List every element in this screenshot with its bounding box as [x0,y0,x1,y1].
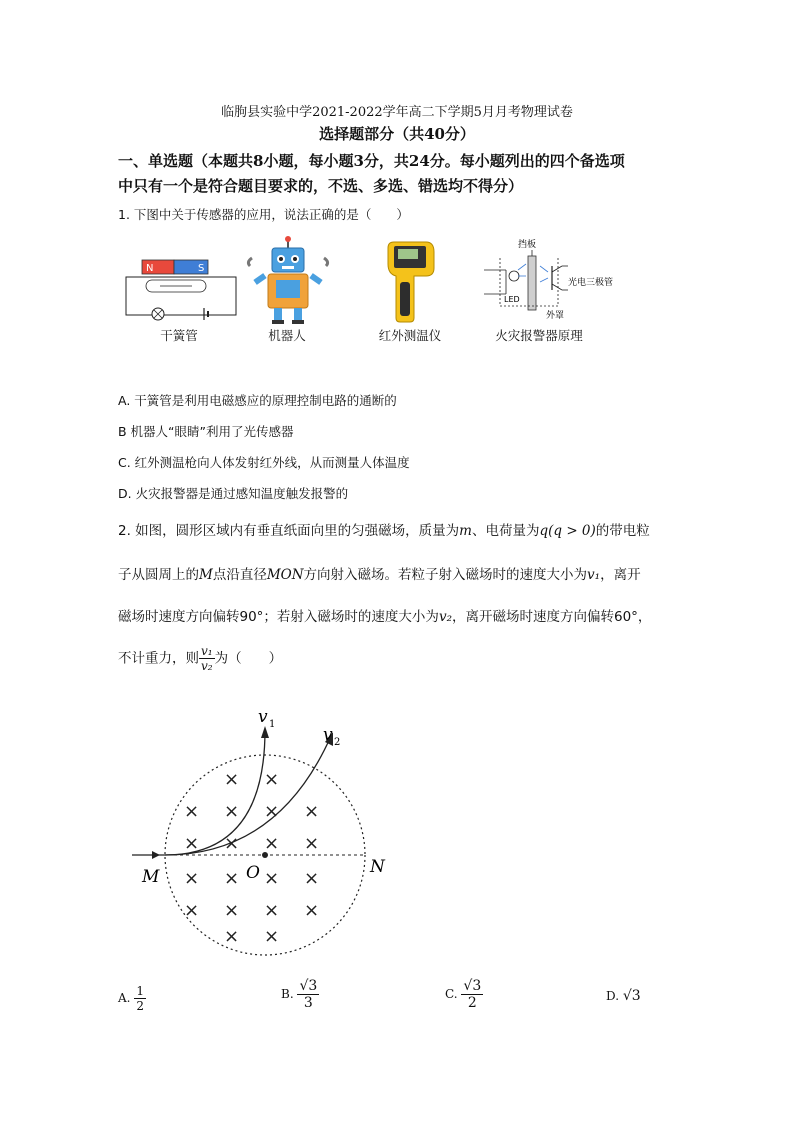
field-cross: × [264,926,280,947]
field-cross: × [184,801,200,822]
section-instruction-line2: 中只有一个是符合题目要求的，不选、多选、错选均不得分） [118,177,524,195]
fire-alarm-figure [478,236,628,322]
q2-line1: 2. 如图，圆形区域内有垂直纸面向里的匀强磁场，质量为m、电荷量为q(q > 0)的带电粒 [118,523,650,539]
field-cross: × [304,868,320,889]
label-o: O [246,863,260,883]
thermometer-figure [380,238,440,324]
field-cross: × [224,769,240,790]
q2-answer-d: D. √3 [606,988,641,1004]
field-cross: × [184,833,200,854]
cover-label: 外罩 [546,311,565,321]
label-v2: v [323,725,333,745]
svg-text:2: 2 [334,737,341,748]
q2-answer-c: C. $\frac{√3}{2}$ [445,978,482,1011]
field-cross: × [224,900,240,921]
field-cross: × [224,833,240,854]
field-crosses [184,769,319,947]
trajectory-v1 [165,730,265,855]
label-v1: v [258,707,268,727]
field-cross: × [304,833,320,854]
field-cross: × [184,868,200,889]
field-cross: × [264,868,280,889]
section-instruction-line1: 一、单选题（本题共8小题，每小题3分，共24分。每小题列出的四个备选项 [118,152,625,170]
q2-line2: 子从圆周上的M点沿直径MON方向射入磁场。若粒子射入磁场时的速度大小为v₁，离开 [118,567,641,583]
q1-option-b: B 机器人“眼睛”利用了光传感器 [118,424,294,439]
field-cross: × [264,769,280,790]
robot-caption: 机器人 [268,328,306,343]
field-cross: × [304,801,320,822]
baffle-label: 挡板 [518,240,537,250]
q2-ratio-fraction: $\frac{\text{v₁}}{\text{v₂}}$ [201,644,213,673]
field-cross: × [224,868,240,889]
robot-figure [246,236,330,326]
field-cross: × [264,900,280,921]
q1-option-a: A. 干簧管是利用电磁感应的原理控制电路的通断的 [118,393,397,408]
field-cross: × [224,801,240,822]
q2-line4: 不计重力，则 $\frac{\text{v₁}}{\text{v₂}}$ 为（ ） [118,644,283,673]
section-heading: 选择题部分（共40分） [319,125,475,143]
label-n: N [370,857,385,877]
q1-option-d: D. 火灾报警器是通过感知温度触发报警的 [118,486,349,501]
q2-answer-b: B. $\frac{√3}{3}$ [281,978,318,1011]
field-cross: × [184,900,200,921]
reed-switch-caption: 干簧管 [160,328,198,343]
q1-option-c: C. 红外测温枪向人体发射红外线，从而测量人体温度 [118,455,410,470]
fire-alarm-caption: 火灾报警器原理 [495,328,583,343]
magnet-s-label: S [198,263,205,274]
triode-label: 光电三极管 [568,278,614,288]
q2-answer-a: A. $\frac{1}{2}$ [118,984,144,1013]
led-label: LED [504,295,520,304]
field-cross: × [304,900,320,921]
q1-stem: 1. 下图中关于传感器的应用，说法正确的是（ ） [118,207,409,222]
label-m: M [142,867,160,887]
field-cross: × [264,833,280,854]
magnet-n-label: N [146,263,154,274]
exam-title: 临朐县实验中学2021-2022学年高二下学期5月月考物理试卷 [221,105,573,120]
magnetic-field-diagram [128,700,398,970]
thermometer-caption: 红外测温仪 [378,328,442,343]
reed-switch-figure [118,252,240,322]
field-cross: × [224,926,240,947]
field-cross: × [264,801,280,822]
q2-line3: 磁场时速度方向偏转90°；若射入磁场时的速度大小为v₂，离开磁场时速度方向偏转60°， [118,609,652,625]
svg-text:1: 1 [269,719,276,730]
